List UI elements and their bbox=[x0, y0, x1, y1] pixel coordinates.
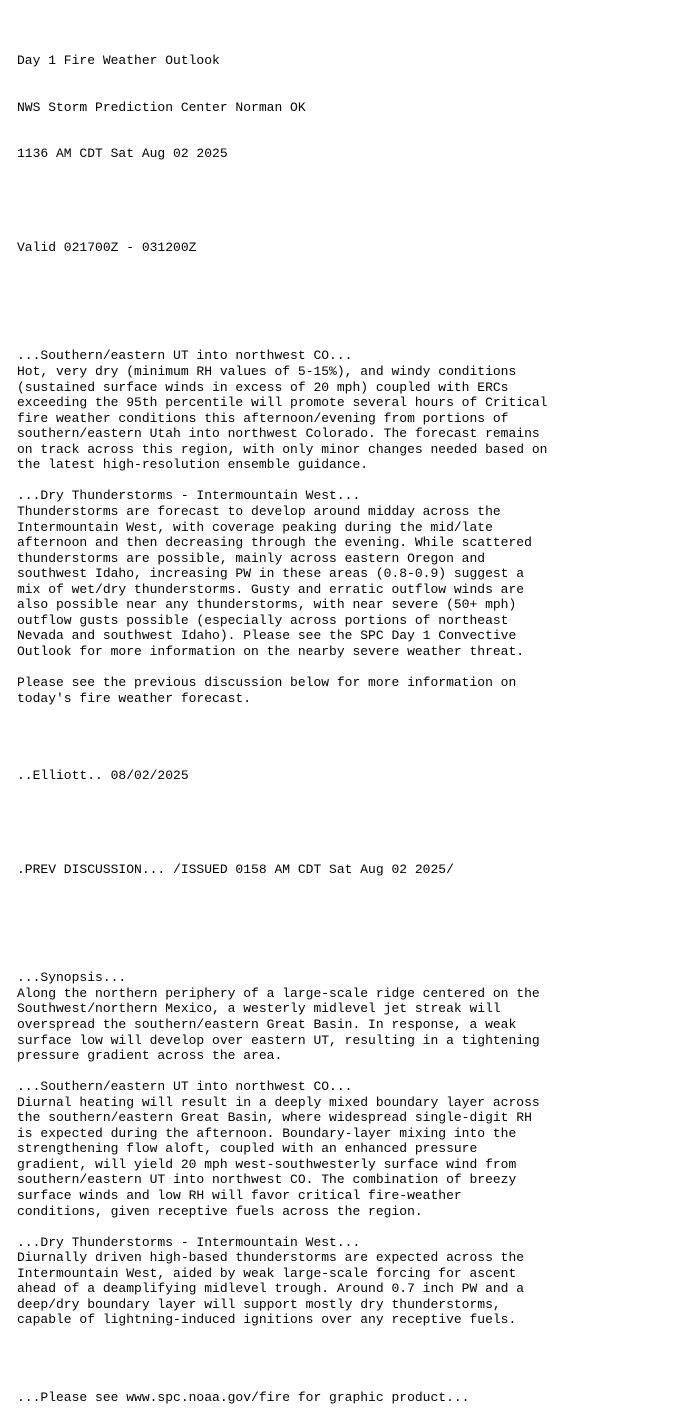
spacer bbox=[17, 1064, 692, 1080]
issuing-office: NWS Storm Prediction Center Norman OK bbox=[17, 99, 306, 115]
section-heading: ...Synopsis... bbox=[17, 970, 127, 986]
issued-time: 1136 AM CDT Sat Aug 02 2025 bbox=[17, 146, 228, 162]
discussion-section bbox=[17, 1235, 692, 1344]
valid-period: Valid 021700Z - 031200Z bbox=[17, 239, 197, 255]
section-text-line: Southwest/northern Mexico, a westerly midlevel jet streak will bbox=[17, 1001, 501, 1017]
forecaster-signature: ..Elliott.. 08/02/2025 bbox=[17, 768, 189, 784]
previous-discussion-header: .PREV DISCUSSION... /ISSUED 0158 AM CDT Sat Aug 02 2025/ bbox=[17, 861, 454, 877]
section-text-line: deep/dry boundary layer will support mostly dry thunderstorms, bbox=[17, 1296, 501, 1312]
section-text-line: mix of wet/dry thunderstorms. Gusty and erratic outflow winds are bbox=[17, 581, 525, 597]
section-text-line: Nevada and southwest Idaho). Please see the SPC Day 1 Convective bbox=[17, 628, 517, 644]
section-text-line: pressure gradient across the area. bbox=[17, 1048, 283, 1064]
section-text-line: ahead of a deamplifying midlevel trough. Around 0.7 inch PW and a bbox=[17, 1281, 525, 1297]
discussion-section bbox=[17, 1079, 692, 1234]
section-text-line: exceeding the 95th percentile will promote several hours of Critical bbox=[17, 395, 548, 411]
section-text-line: on track across this region, with only minor changes needed based on bbox=[17, 441, 548, 457]
section-text-line: outflow gusts possible (especially across portions of northeast bbox=[17, 612, 509, 628]
section-text-line: (sustained surface winds in excess of 20 mph) coupled with ERCs bbox=[17, 379, 509, 395]
section-text-line: conditions, given receptive fuels across the region. bbox=[17, 1203, 423, 1219]
section-text-line: Hot, very dry (minimum RH values of 5-15%), and windy conditions bbox=[17, 364, 517, 380]
outlook-title: Day 1 Fire Weather Outlook bbox=[17, 53, 220, 69]
section-text-line: Intermountain West, aided by weak large-scale forcing for ascent bbox=[17, 1265, 517, 1281]
section-text-line: Please see the previous discussion below for more information on bbox=[17, 674, 517, 690]
section-text-line: Diurnal heating will result in a deeply mixed boundary layer across bbox=[17, 1094, 540, 1110]
discussion-section bbox=[17, 348, 692, 488]
section-text-line: also possible near any thunderstorms, with near severe (50+ mph) bbox=[17, 597, 517, 613]
section-text-line: overspread the southern/eastern Great Basin. In response, a weak bbox=[17, 1017, 517, 1032]
section-text-line: today's fire weather forecast. bbox=[17, 690, 252, 706]
section-text-line: afternoon and then decreasing through the evening. While scattered bbox=[17, 535, 532, 551]
spacer bbox=[17, 286, 692, 302]
section-heading: ...Dry Thunderstorms - Intermountain West... bbox=[17, 488, 361, 504]
spacer bbox=[17, 193, 692, 209]
section-text-line: is expected during the afternoon. Boundary-layer mixing into the bbox=[17, 1125, 517, 1141]
section-text-line: Intermountain West, with coverage peaking during the mid/late bbox=[17, 519, 493, 535]
section-text-line: thunderstorms are possible, mainly across eastern Oregon and bbox=[17, 550, 486, 566]
discussion-section bbox=[17, 970, 692, 1079]
section-text-line: Thunderstorms are forecast to develop around midday across the bbox=[17, 503, 501, 519]
section-text-line: the latest high-resolution ensemble guidance. bbox=[17, 457, 369, 473]
section-text-line: Along the northern periphery of a large-scale ridge centered on the bbox=[17, 985, 540, 1001]
section-text-line: capable of lightning-induced ignitions over any receptive fuels. bbox=[17, 1312, 517, 1328]
section-text-line: Outlook for more information on the nearby severe weather threat. bbox=[17, 643, 525, 659]
discussion-section bbox=[17, 675, 692, 722]
section-text-line: southwest Idaho, increasing PW in these areas (0.8-0.9) suggest a bbox=[17, 566, 525, 582]
spacer bbox=[17, 1219, 692, 1235]
section-heading: ...Southern/eastern UT into northwest CO... bbox=[17, 1079, 353, 1095]
section-text-line: Diurnally driven high-based thunderstorms are expected across the bbox=[17, 1250, 525, 1266]
section-text-line: surface winds and low RH will favor critical fire-weather bbox=[17, 1188, 462, 1204]
section-text-line: strengthening flow aloft, coupled with an enhanced pressure bbox=[17, 1141, 478, 1157]
section-text-line: southern/eastern UT into northwest CO. The combination of breezy bbox=[17, 1172, 517, 1188]
section-text-line: southern/eastern Utah into northwest Colorado. The forecast remains bbox=[17, 426, 540, 442]
spacer bbox=[17, 706, 692, 722]
spacer bbox=[17, 815, 692, 831]
section-heading: ...Dry Thunderstorms - Intermountain West... bbox=[17, 1234, 361, 1250]
section-heading: ...Southern/eastern UT into northwest CO... bbox=[17, 348, 353, 364]
spacer bbox=[17, 473, 692, 489]
section-text-line: the southern/eastern Great Basin, where widespread single-digit RH bbox=[17, 1110, 532, 1126]
spacer bbox=[17, 659, 692, 675]
section-text-line: surface low will develop over eastern UT, resulting in a tightening bbox=[17, 1032, 540, 1048]
current-discussion bbox=[17, 348, 692, 721]
section-text-line: gradient, will yield 20 mph west-southwesterly surface wind from bbox=[17, 1156, 517, 1172]
spacer bbox=[17, 908, 692, 924]
graphic-product-link-text: ...Please see www.spc.noaa.gov/fire for graphic product... bbox=[17, 1390, 470, 1406]
discussion-section bbox=[17, 488, 692, 675]
spacer bbox=[17, 1328, 692, 1344]
previous-discussion bbox=[17, 970, 692, 1343]
section-text-line: fire weather conditions this afternoon/evening from portions of bbox=[17, 410, 509, 426]
